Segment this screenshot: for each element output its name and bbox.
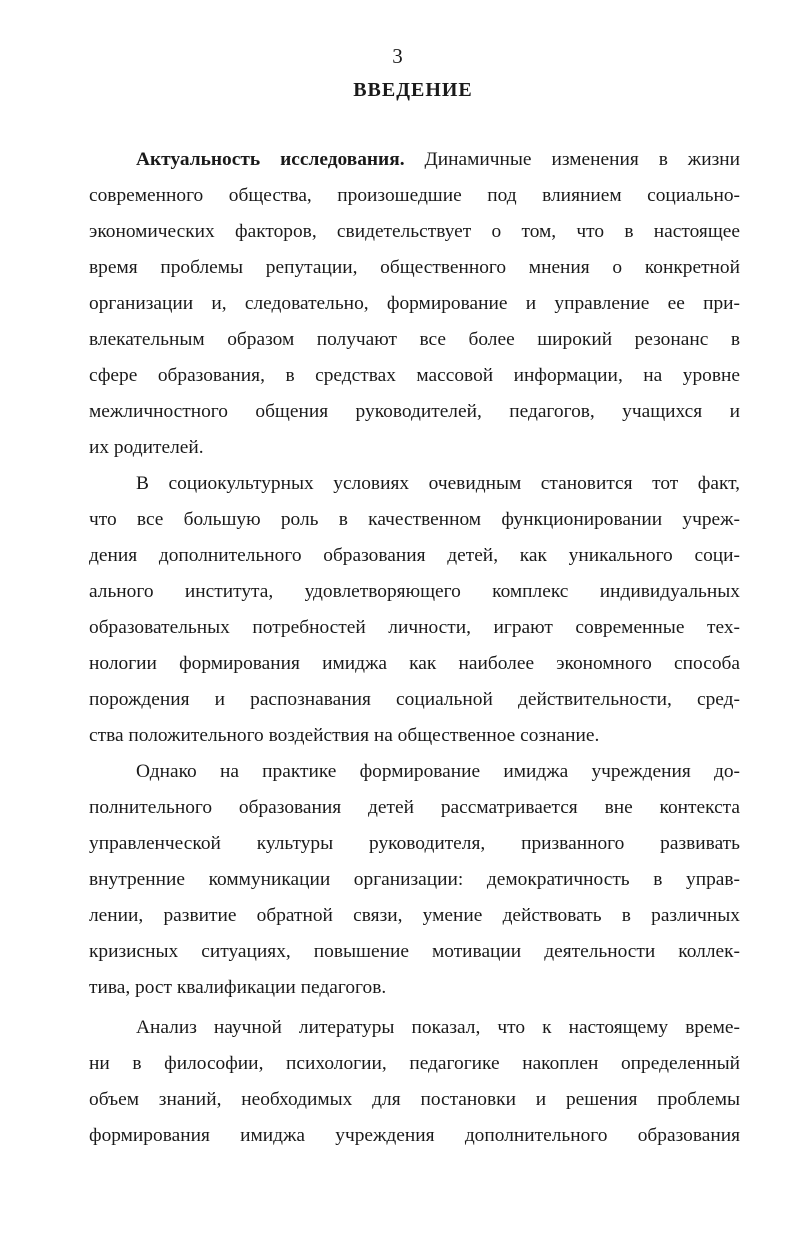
text-line: экономических факторов, свидетельствует о том, что в настоящее	[89, 221, 740, 242]
text-line: сфере образования, в средствах массовой информации, на уровне	[89, 365, 740, 386]
text-line: время проблемы репутации, общественного мнения о конкретной	[89, 257, 740, 278]
text-line: управленческой культуры руководителя, призванного развивать	[89, 833, 740, 854]
text-line: дения дополнительного образования детей, как уникального соци-	[89, 545, 740, 566]
text-line: межличностного общения руководителей, педагогов, учащихся и	[89, 401, 740, 422]
paragraph-lead: Актуальность исследования.	[136, 149, 405, 170]
text-line: что все большую роль в качественном функционировании учреж-	[89, 509, 740, 530]
text-line: формирования имиджа учреждения дополнительного образования	[89, 1125, 740, 1146]
text-line: Актуальность исследования. Динамичные изменения в жизни	[136, 149, 740, 170]
text-line: объем знаний, необходимых для постановки и решения проблемы	[89, 1089, 740, 1110]
text-line: их родителей.	[89, 437, 204, 458]
text-line: полнительного образования детей рассматривается вне контекста	[89, 797, 740, 818]
text-line: образовательных потребностей личности, играют современные тех-	[89, 617, 740, 638]
section-heading: ВВЕДЕНИЕ	[353, 79, 473, 101]
text-line: ального института, удовлетворяющего комплекс индивидуальных	[89, 581, 740, 602]
page-number: 3	[392, 44, 403, 68]
text-line: В социокультурных условиях очевидным становится тот факт,	[136, 473, 740, 494]
text-line: ни в философии, психологии, педагогике накоплен определенный	[89, 1053, 740, 1074]
text-line: Анализ научной литературы показал, что к настоящему време-	[136, 1017, 740, 1038]
text-line: влекательным образом получают все более широкий резонанс в	[89, 329, 740, 350]
text-line: лении, развитие обратной связи, умение действовать в различных	[89, 905, 740, 926]
text-line: ства положительного воздействия на общественное сознание.	[89, 725, 600, 746]
text-line: современного общества, произошедшие под влиянием социально-	[89, 185, 740, 206]
text-line: Однако на практике формирование имиджа учреждения до-	[136, 761, 740, 782]
text-line: внутренние коммуникации организации: демократичность в управ-	[89, 869, 740, 890]
text-line: организации и, следовательно, формирование и управление ее при-	[89, 293, 740, 314]
text-line: порождения и распознавания социальной действительности, сред-	[89, 689, 740, 710]
text-line: тива, рост квалификации педагогов.	[89, 977, 387, 998]
text-line: кризисных ситуациях, повышение мотивации деятельности коллек-	[89, 941, 740, 962]
text-line: нологии формирования имиджа как наиболее экономного способа	[89, 653, 740, 674]
